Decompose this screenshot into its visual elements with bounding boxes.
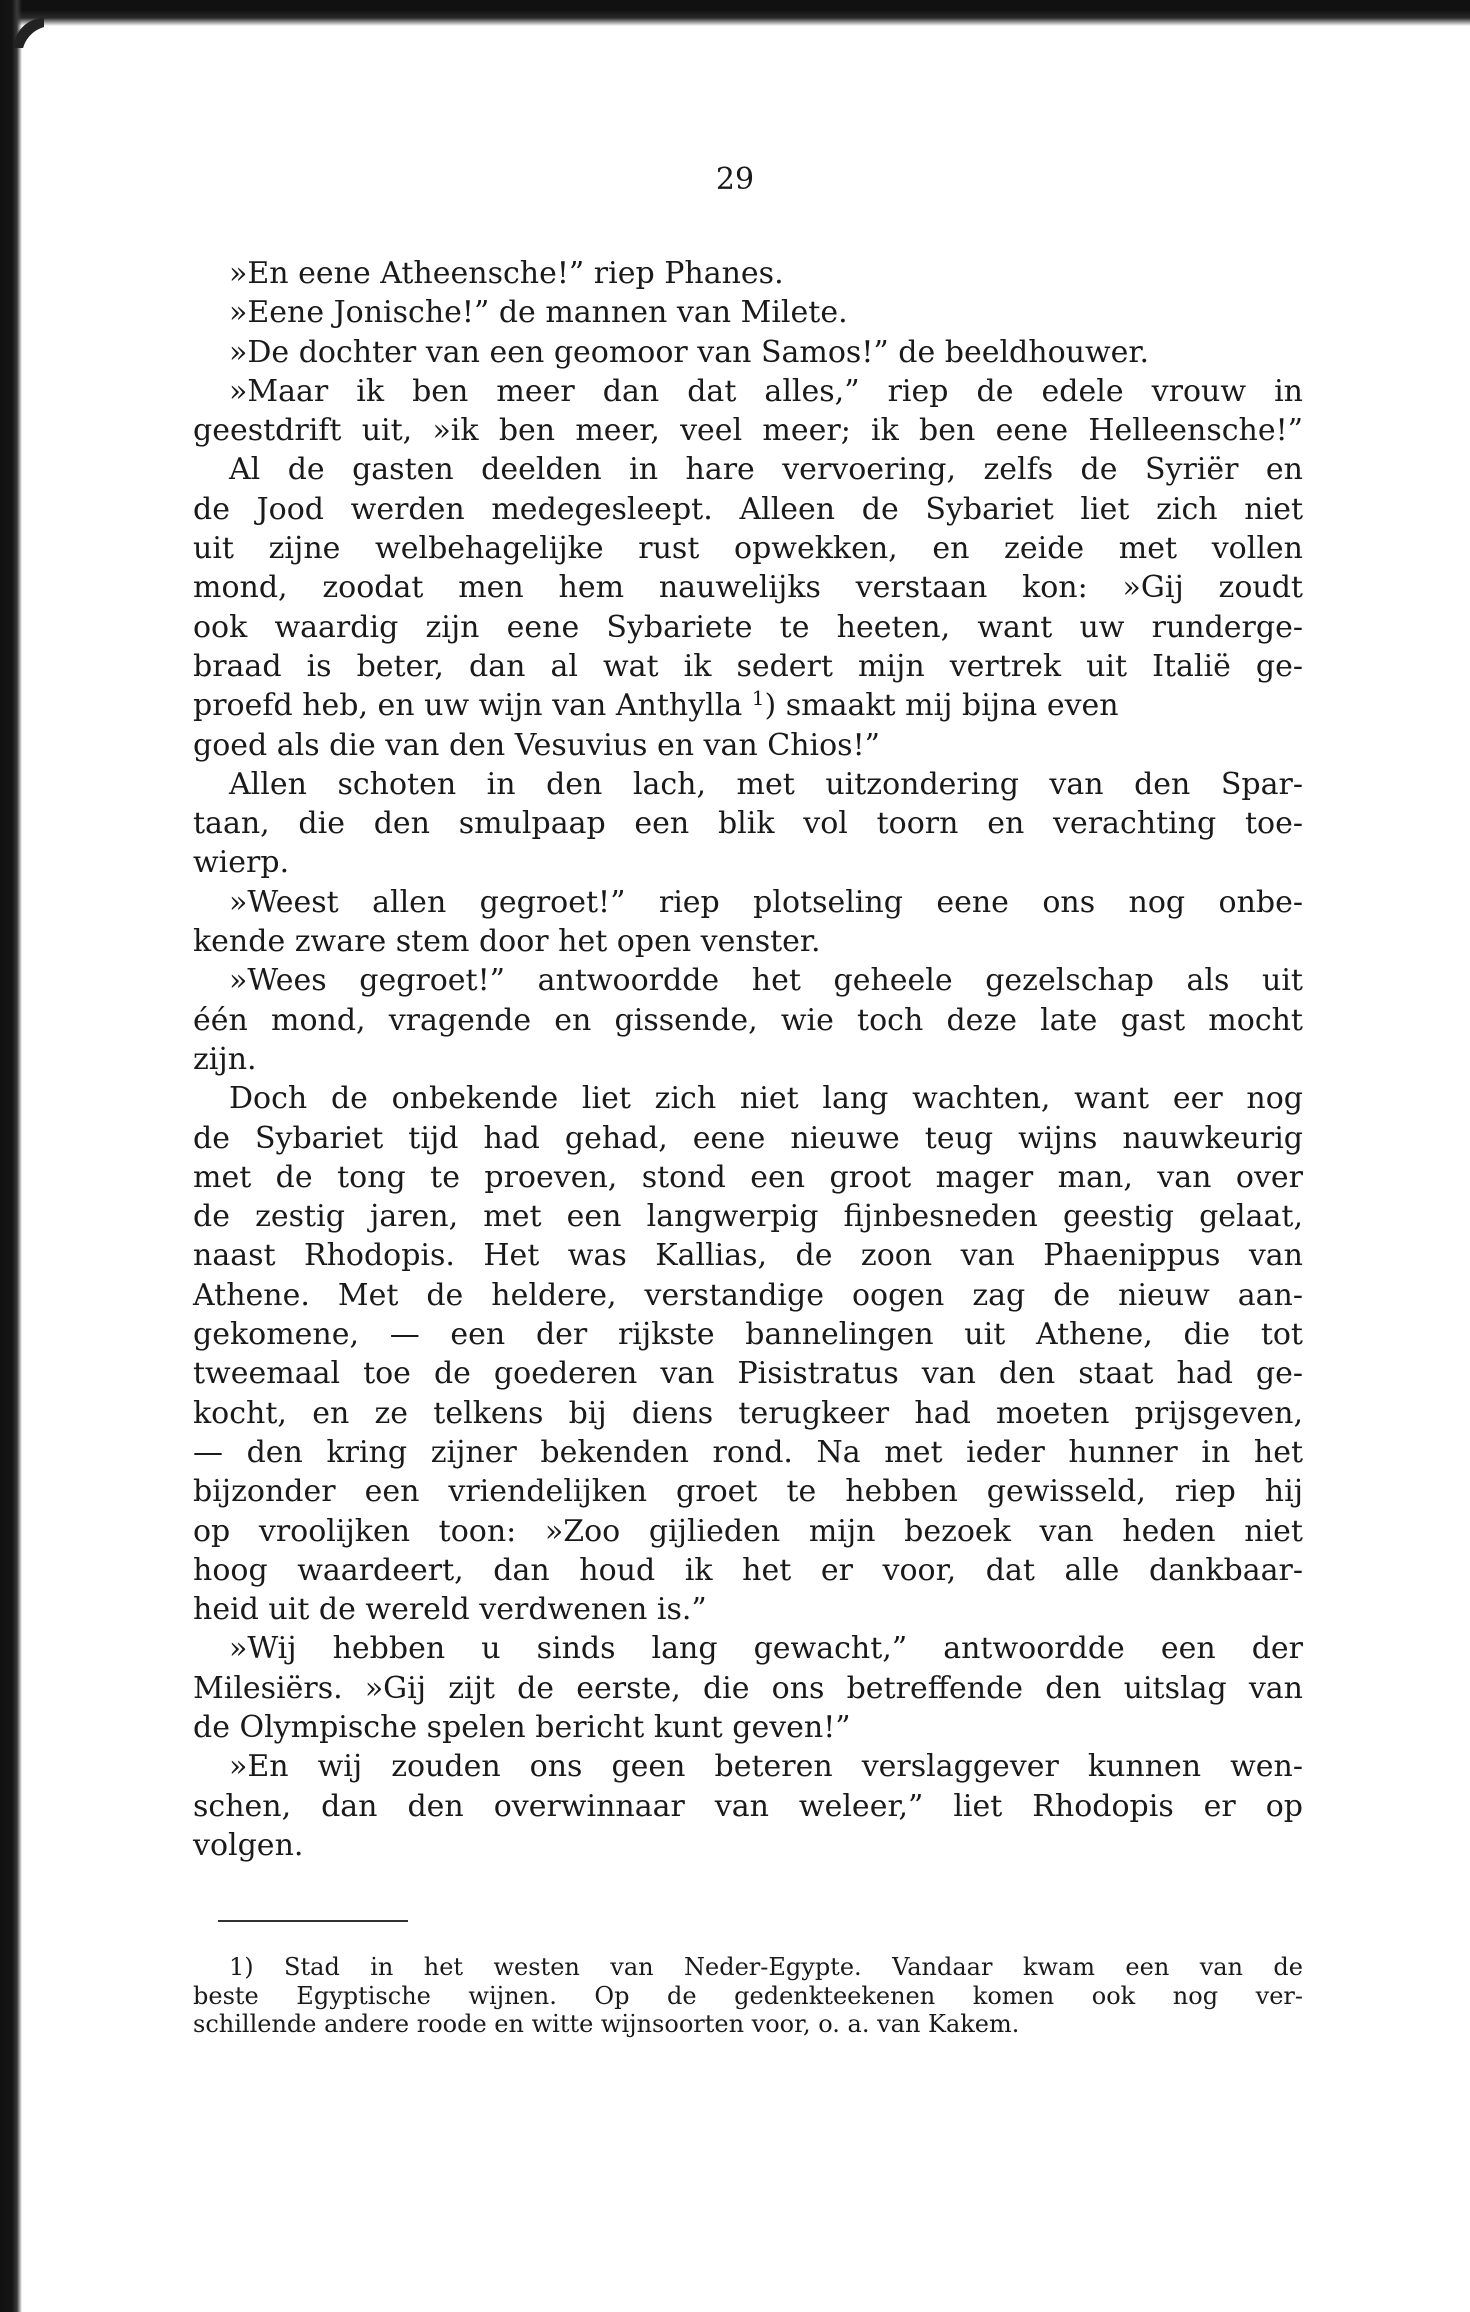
text-line: kende zware stem door het open venster. [193,924,821,960]
text-line: de Jood werden medegesleept. Alleen de Sybariet liet zich niet [193,491,1303,527]
text-line-tail: ) smaakt mij bijna even [764,688,1119,724]
scan-border-top [0,0,1470,26]
text-line: wierp. [193,845,290,881]
text-line: hoog waardeert, dan houd ik het er voor, dat alle dankbaar- [193,1552,1303,1588]
text-line-head: proefd heb, en uw wijn van Anthylla [193,688,743,724]
text-line: braad is beter, dan al wat ik sedert mijn vertrek uit Italië ge- [193,648,1303,684]
text-line: »Wij hebben u sinds lang gewacht,” antwoordde een der [229,1631,1303,1667]
text-line: één mond, vragende en gissende, wie toch deze late gast mocht [193,1002,1303,1038]
text-line: »Eene Jonische!” de mannen van Milete. [229,295,848,331]
text-line: — den kring zijner bekenden rond. Na met ieder hunner in het [193,1434,1303,1470]
text-line: kocht, en ze telkens bij diens terugkeer had moeten prijsgeven, [193,1395,1303,1431]
text-line: uit zijne welbehagelijke rust opwekken, en zeide met vollen [193,531,1303,567]
text-line: met de tong te proeven, stond een groot mager man, van over [193,1159,1303,1195]
text-line: schen, dan den overwinnaar van weleer,” liet Rhodopis er op [193,1788,1303,1824]
text-line: Doch de onbekende liet zich niet lang wachten, want eer nog [229,1081,1303,1117]
text-line: »Weest allen gegroet!” riep plotseling eene ons nog onbe- [229,884,1303,920]
scan-border-left [0,0,22,2312]
body-text [193,254,1303,1865]
text-line: de zestig jaren, met een langwerpig fijnbesneden geestig gelaat, [193,1199,1303,1235]
text-line: Athene. Met de heldere, verstandige oogen zag de nieuw aan- [193,1277,1303,1313]
footnote-divider [218,1920,408,1922]
footnote-line: schillende andere roode en witte wijnsoorten voor, o. a. van Kakem. [193,2010,1020,2038]
text-line: ook waardig zijn eene Sybariete te heeten, want uw runderge- [193,609,1303,645]
text-line: »De dochter van een geomoor van Samos!” de beeldhouwer. [229,334,1149,370]
text-line [193,686,1303,725]
text-line: mond, zoodat men hem nauwelijks verstaan kon: »Gij zoudt [193,570,1303,606]
text-line: »Maar ik ben meer dan dat alles,” riep de edele vrouw in [229,373,1303,409]
footnote-line: 1) Stad in het westen van Neder-Egypte. Vandaar kwam een van de [229,1953,1303,1981]
text-line: »En wij zouden ons geen beteren verslaggever kunnen wen- [229,1749,1303,1785]
text-line: goed als die van den Vesuvius en van Chios!” [193,727,880,763]
text-line: heid uit de wereld verdwenen is.” [193,1592,707,1628]
page-number: 29 [715,162,755,197]
text-line: Allen schoten in den lach, met uitzondering van den Spar- [229,766,1303,802]
text-line: tweemaal toe de goederen van Pisistratus van den staat had ge- [193,1356,1303,1392]
text-line: op vroolijken toon: »Zoo gijlieden mijn bezoek van heden niet [193,1513,1303,1549]
text-line: »Wees gegroet!” antwoordde het geheele gezelschap als uit [229,963,1303,999]
text-line: Al de gasten deelden in hare vervoering, zelfs de Syriër en [229,452,1303,488]
text-line: gekomene, — een der rijkste bannelingen uit Athene, die tot [193,1317,1303,1353]
text-line: naast Rhodopis. Het was Kallias, de zoon van Phaenippus van [193,1238,1303,1274]
text-line: de Olympische spelen bericht kunt geven!” [193,1709,851,1745]
text-line: bijzonder een vriendelijken groet te hebben gewisseld, riep hij [193,1474,1303,1510]
text-line: »En eene Atheensche!” riep Phanes. [229,256,784,291]
text-line: taan, die den smulpaap een blik vol toorn en verachting toe- [193,806,1303,842]
text-line: volgen. [193,1827,304,1863]
scan-corner [22,26,52,56]
text-line: Milesiërs. »Gij zijt de eerste, die ons betreffende den uitslag van [193,1670,1303,1706]
text-line: zijn. [193,1041,257,1077]
footnote-marker: 1 [751,686,765,711]
text-line: geestdrift uit, »ik ben meer, veel meer; ik ben eene Helleensche!” [193,413,1303,449]
footnotes [193,1953,1303,2039]
footnote-line: beste Egyptische wijnen. Op de gedenkteekenen komen ook nog ver- [193,1981,1303,2010]
text-line: de Sybariet tijd had gehad, eene nieuwe teug wijns nauwkeurig [193,1120,1303,1156]
